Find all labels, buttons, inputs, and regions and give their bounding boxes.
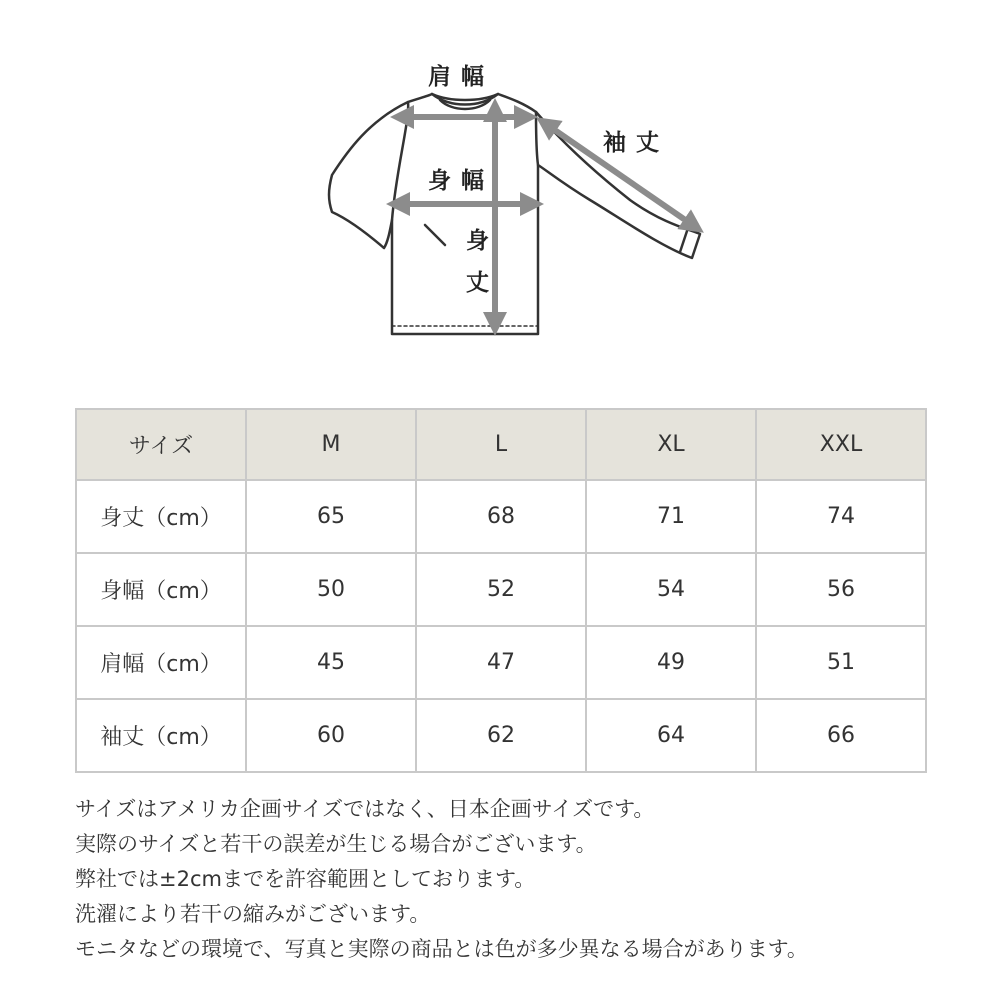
- header-cell-l: L: [416, 409, 586, 480]
- table-cell: 54: [586, 553, 756, 626]
- header-cell-xxl: XXL: [756, 409, 926, 480]
- table-row: [76, 553, 926, 626]
- note-line: 弊社では±2cmまでを許容範囲としております。: [75, 867, 536, 891]
- table-cell: 56: [756, 553, 926, 626]
- table-row: [76, 480, 926, 553]
- table-cell: 64: [586, 699, 756, 772]
- table-cell: 60: [246, 699, 416, 772]
- sleeve-length-label: 袖丈: [603, 130, 669, 156]
- header-cell-m: M: [246, 409, 416, 480]
- row-label-sleeve-length: 袖丈（cm）: [76, 699, 246, 772]
- table-cell: 68: [416, 480, 586, 553]
- table-cell: 66: [756, 699, 926, 772]
- shirt-outline-icon: [300, 50, 740, 350]
- table-cell: 50: [246, 553, 416, 626]
- header-cell-xl: XL: [586, 409, 756, 480]
- row-label-shoulder-width: 肩幅（cm）: [76, 626, 246, 699]
- measurement-diagram: [300, 50, 740, 350]
- note-line: モニタなどの環境で、写真と実際の商品とは色が多少異なる場合があります。: [75, 937, 808, 961]
- table-header-row: [76, 409, 926, 480]
- table-cell: 74: [756, 480, 926, 553]
- table-cell: 62: [416, 699, 586, 772]
- table-cell: 52: [416, 553, 586, 626]
- row-label-body-length: 身丈（cm）: [76, 480, 246, 553]
- table-cell: 51: [756, 626, 926, 699]
- header-cell-size: サイズ: [76, 409, 246, 480]
- table-cell: 71: [586, 480, 756, 553]
- row-label-body-width: 身幅（cm）: [76, 553, 246, 626]
- note-line: 実際のサイズと若干の誤差が生じる場合がございます。: [75, 832, 597, 856]
- body-length-label-bottom: 丈: [466, 270, 499, 296]
- size-table: [75, 408, 927, 773]
- table-row: [76, 626, 926, 699]
- body-width-label: 身幅: [428, 168, 494, 194]
- table-cell: 45: [246, 626, 416, 699]
- note-line: 洗濯により若干の縮みがございます。: [75, 902, 431, 926]
- table-cell: 47: [416, 626, 586, 699]
- note-line: サイズはアメリカ企画サイズではなく、日本企画サイズです。: [75, 797, 655, 821]
- table-cell: 65: [246, 480, 416, 553]
- size-notes: [75, 792, 975, 967]
- table-cell: 49: [586, 626, 756, 699]
- shoulder-width-label: 肩幅: [428, 64, 494, 90]
- table-row: [76, 699, 926, 772]
- body-length-label-top: 身: [466, 228, 499, 254]
